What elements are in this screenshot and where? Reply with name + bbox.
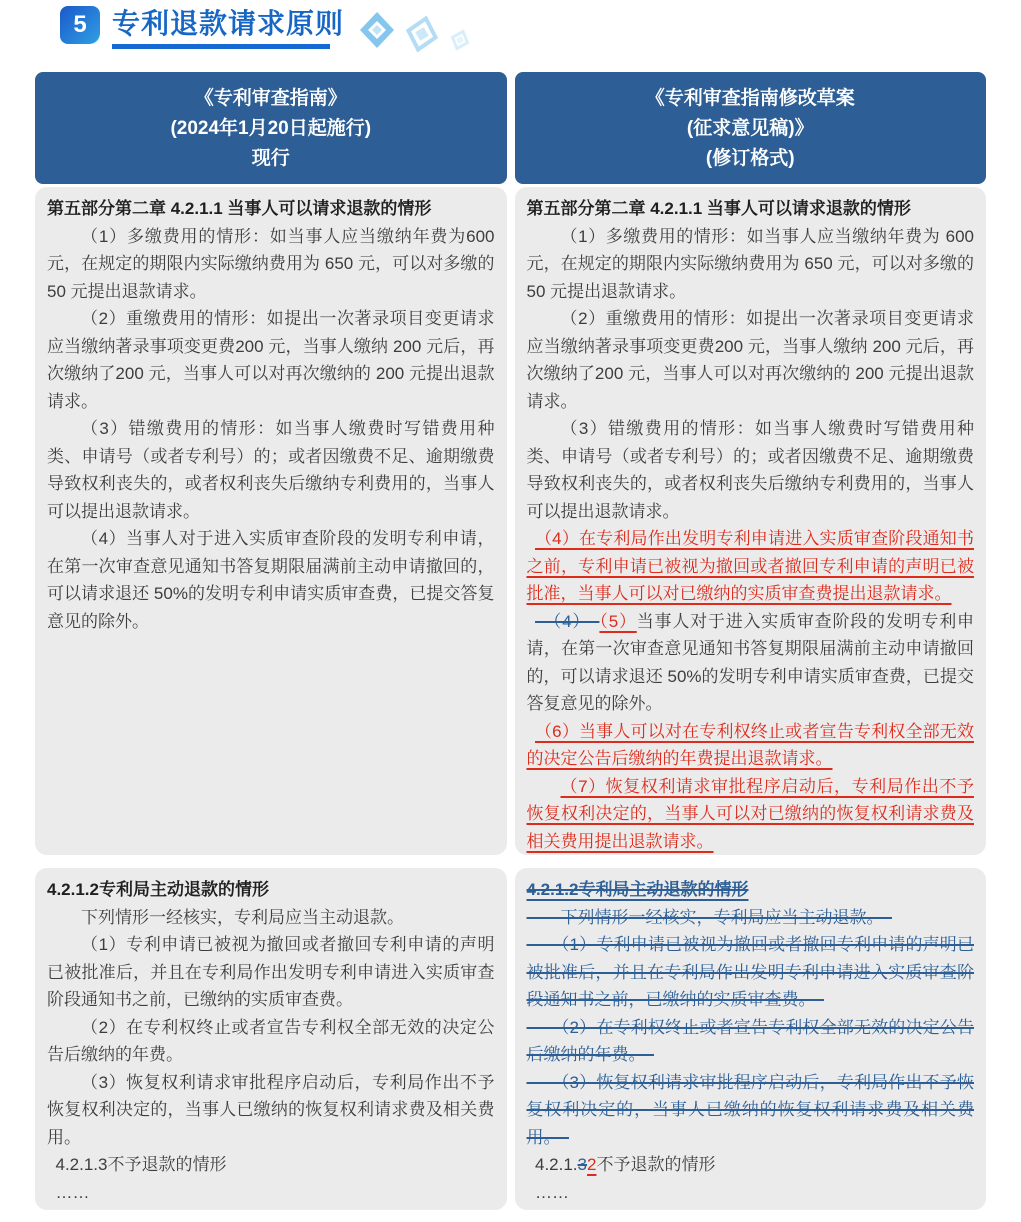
paragraph <box>47 415 495 525</box>
text-run: （2）在专利权终止或者宣告专利权全部无效的决定公告后缴纳的年费。 <box>47 1017 495 1064</box>
deleted-text: 3 <box>577 1155 588 1174</box>
inserted-text: （6）当事人可以对在专利权终止或者宣告专利权全部无效的决定公告后缴纳的年费提出退款请求。 <box>526 721 974 768</box>
header-line: 《专利审查指南修改草案 <box>645 88 855 109</box>
header-line: (征求意见稿)》 <box>686 118 814 139</box>
inserted-text: （4）在专利局作出发明专利申请进入实质审查阶段通知书之前，专利申请已被视为撤回或者撤回专利申请的声明已被批准，当事人可以对已缴纳的实质审查费提出退款请求。 <box>526 529 974 603</box>
page-header <box>0 0 1021 64</box>
paragraph <box>47 525 495 635</box>
title-block <box>112 6 344 49</box>
paragraph <box>47 1151 495 1179</box>
paragraph <box>527 773 975 856</box>
paragraph <box>47 1069 495 1152</box>
deleted-text: （2）在专利权终止或者宣告专利权全部无效的决定公告后缴纳的年费。 <box>526 1017 974 1064</box>
heading-text: 4.2.1.2专利局主动退款的情形 <box>47 880 269 899</box>
deleted-heading-text: 4.2.1.2专利局主动退款的情形 <box>526 880 749 899</box>
text-run: （2）重缴费用的情形：如提出一次著录项目变更请求应当缴纳著录事项变更费200 元，当事人缴纳 200 元后，再次缴纳了200 元，当事人可以对再次缴纳的 200 元提出退款请求。 <box>47 309 495 411</box>
text-run: （1）多缴费用的情形：如当事人应当缴纳年费为600元，在规定的期限内实际缴纳费用为 650 元，可以对多缴的 50 元提出退款请求。 <box>47 226 495 301</box>
text-run: （3）错缴费用的情形：如当事人缴费时写错费用种类、申请号（或者专利号）的；或者因缴费不足、逾期缴费导致权利丧失的，或者权利丧失后缴纳专利费用的，当事人可以提出退款请求。 <box>526 419 974 521</box>
left-bottom-panel <box>35 868 507 1210</box>
heading-text: 第五部分第二章 4.2.1.1 当事人可以请求退款的情形 <box>47 199 432 218</box>
title-underline <box>112 44 330 49</box>
right-top-panel <box>515 187 987 855</box>
header-line: 现行 <box>251 148 290 169</box>
paragraph <box>527 195 975 223</box>
paragraph <box>47 305 495 415</box>
text-run: 4.2.1. <box>535 1155 578 1174</box>
paragraph <box>47 904 495 932</box>
deleted-text: （3）恢复权利请求审批程序启动后，专利局作出不予恢复权利决定的，当事人已缴纳的恢复权利请求费及相关费用。 <box>526 1072 974 1147</box>
paragraph <box>47 876 495 904</box>
paragraph <box>47 1179 495 1207</box>
diamond-ornament-icon <box>358 10 478 54</box>
paragraph <box>527 1069 975 1152</box>
deleted-text: 下列情形一经核实，专利局应当主动退款。 <box>526 907 892 927</box>
paragraph <box>527 931 975 1014</box>
text-run: 当事人对于进入实质审查阶段的发明专利申请，在第一次审查意见通知书答复期限届满前主动申请撤回的，可以请求退还 50%的发明专利申请实质审查费，已提交答复意见的除外。 <box>526 611 974 713</box>
text-run: （3）恢复权利请求审批程序启动后，专利局作出不予恢复权利决定的，当事人已缴纳的恢复权利请求费及相关费用。 <box>47 1072 495 1147</box>
heading-text: 第五部分第二章 4.2.1.1 当事人可以请求退款的情形 <box>526 199 911 218</box>
text-run: 不予退款的情形 <box>596 1155 716 1174</box>
paragraph <box>527 223 975 306</box>
paragraph <box>527 415 975 525</box>
deleted-text: （1）专利申请已被视为撤回或者撤回专利申请的声明已被批准后，并且在专利局作出发明专利申请进入实质审查阶段通知书之前，已缴纳的实质审查费。 <box>526 935 974 1009</box>
text-run: …… <box>55 1182 90 1202</box>
header-line: 《专利审查指南》 <box>194 88 347 109</box>
text-run: （1）多缴费用的情形：如当事人应当缴纳年费为 600 元，在规定的期限内实际缴纳费用为 650 元，可以对多缴的 50 元提出退款请求。 <box>526 226 974 301</box>
text-run: …… <box>535 1182 569 1202</box>
paragraph <box>527 718 975 773</box>
paragraph <box>527 608 975 718</box>
text-run: （2）重缴费用的情形：如提出一次著录项目变更请求应当缴纳著录事项变更费200 元，当事人缴纳 200 元后，再次缴纳了200 元，当事人可以对再次缴纳的 200 元提出退款请求。 <box>526 309 974 411</box>
text-run: （3）错缴费用的情形：如当事人缴费时写错费用种类、申请号（或者专利号）的；或者因缴费不足、逾期缴费导致权利丧失的，或者权利丧失后缴纳专利费用的，当事人可以提出退款请求。 <box>47 419 495 521</box>
left-column-header <box>35 72 507 184</box>
paragraph <box>527 904 975 932</box>
paragraph <box>527 1179 975 1207</box>
paragraph <box>527 1014 975 1069</box>
section-number-badge: 5 <box>60 6 100 44</box>
inserted-text: 2 <box>587 1155 597 1174</box>
text-run: （4）当事人对于进入实质审查阶段的发明专利申请，在第一次审查意见通知书答复期限届满前主动申请撤回的，可以请求退还 50%的发明专利申请实质审查费，已提交答复意见的除外。 <box>47 529 495 631</box>
paragraph <box>527 1151 975 1179</box>
inserted-text: （7）恢复权利请求审批程序启动后，专利局作出不予恢复权利决定的，当事人可以对已缴纳的恢复权利请求费及相关费用提出退款请求。 <box>526 776 974 851</box>
paragraph <box>47 195 495 223</box>
comparison-grid <box>35 72 986 1210</box>
paragraph <box>47 931 495 1014</box>
header-line: (2024年1月20日起施行) <box>170 118 372 139</box>
header-line: (修订格式) <box>705 148 795 169</box>
text-run: （1）专利申请已被视为撤回或者撤回专利申请的声明已被批准后，并且在专利局作出发明专利申请进入实质审查阶段通知书之前，已缴纳的实质审查费。 <box>47 935 495 1009</box>
text-run: 4.2.1.3不予退款的情形 <box>55 1155 227 1174</box>
page-title: 专利退款请求原则 <box>112 8 345 39</box>
paragraph <box>47 223 495 306</box>
deleted-text: （4） <box>535 611 600 631</box>
paragraph <box>527 525 975 608</box>
paragraph <box>47 1014 495 1069</box>
paragraph <box>527 876 975 904</box>
inserted-text: （5） <box>599 611 637 631</box>
left-top-panel <box>35 187 507 855</box>
right-column-header <box>515 72 987 184</box>
text-run: 下列情形一经核实，专利局应当主动退款。 <box>81 907 404 927</box>
paragraph <box>527 305 975 415</box>
right-bottom-panel <box>515 868 987 1210</box>
